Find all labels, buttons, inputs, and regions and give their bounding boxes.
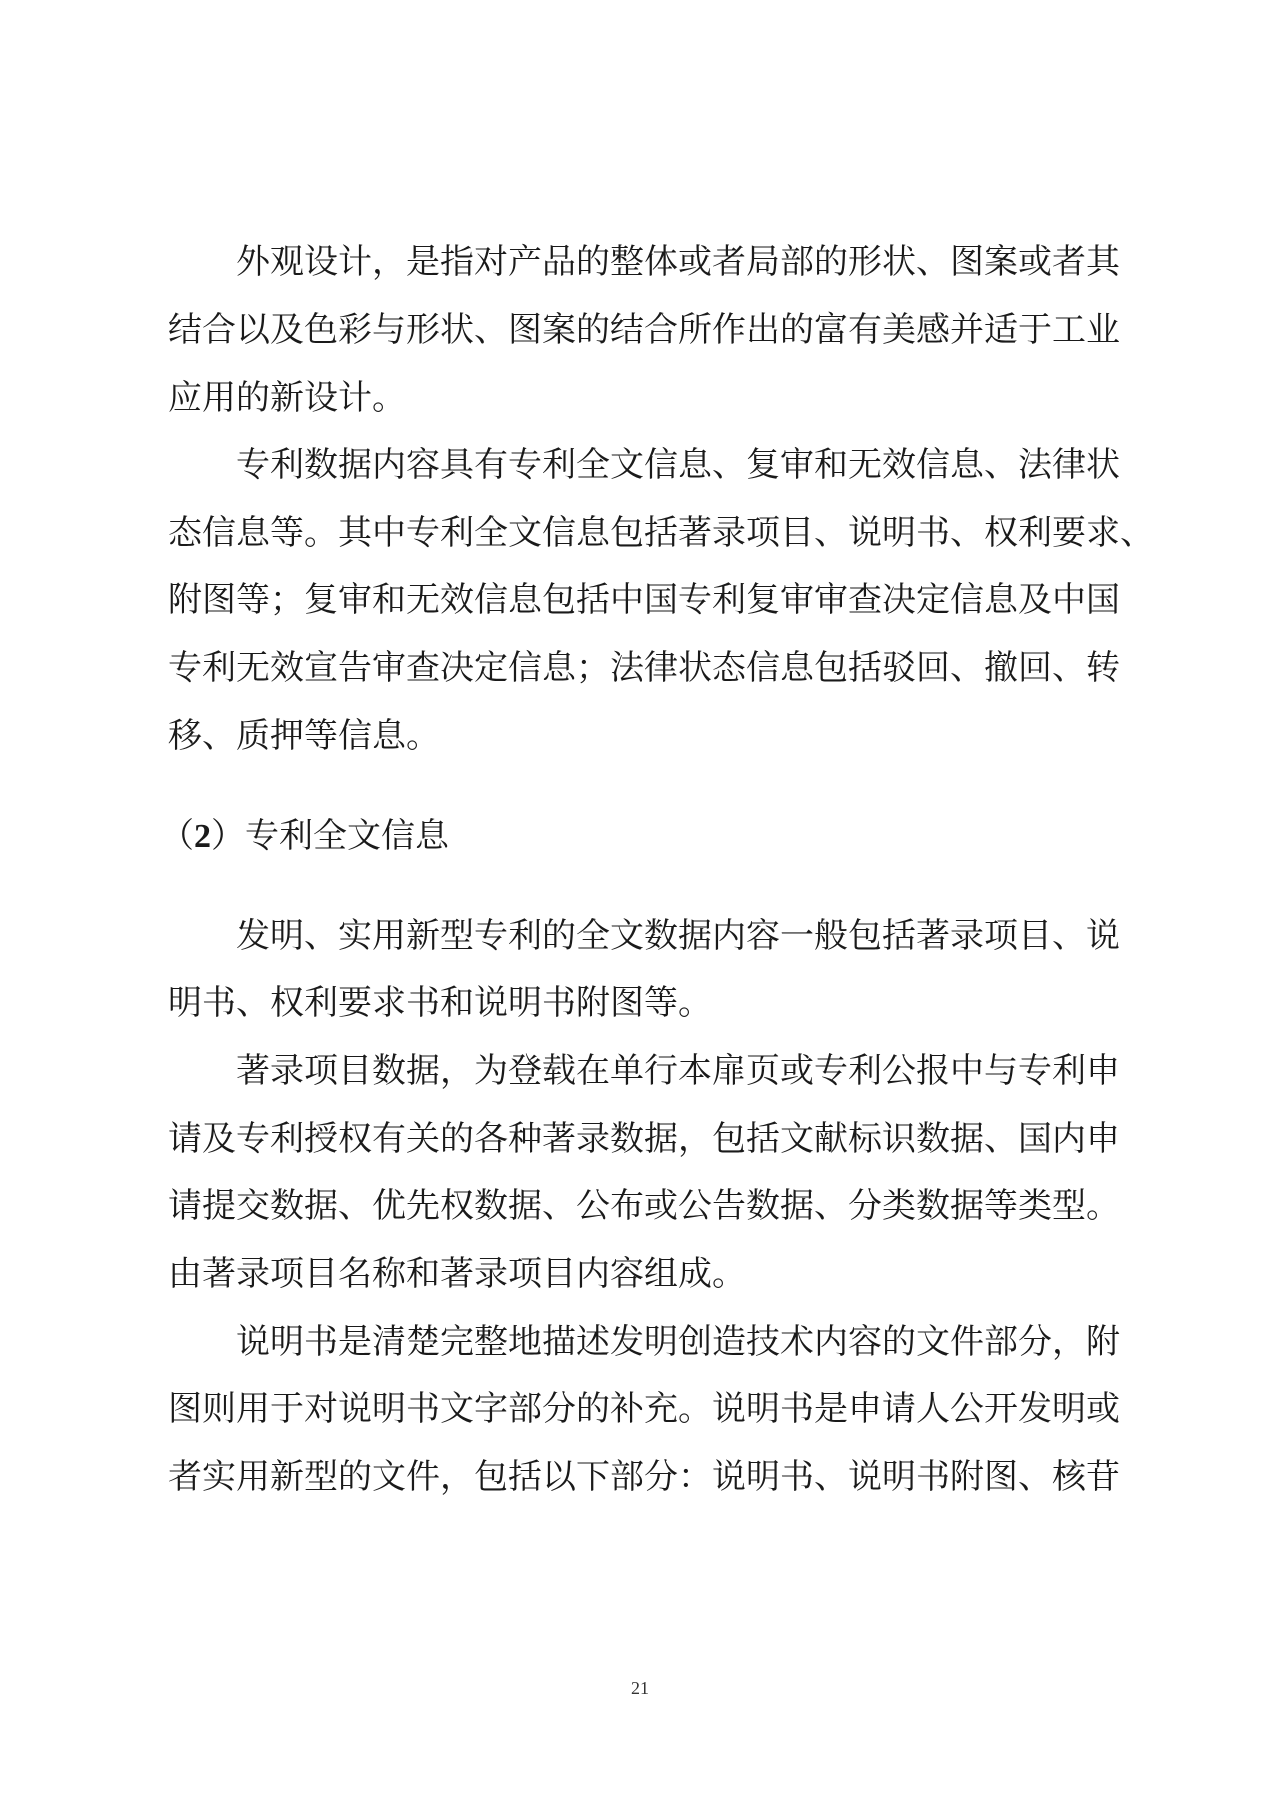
paragraph-3-line-1: 发明、实用新型专利的全文数据内容一般包括著录项目、说: [236, 916, 1120, 956]
paragraph-2-line-2: 态信息等。其中专利全文信息包括著录项目、说明书、权利要求、: [168, 513, 1154, 553]
paragraph-4-line-2: 请及专利授权有关的各种著录数据，包括文献标识数据、国内申: [168, 1119, 1120, 1159]
paragraph-3-line-2: 明书、权利要求书和说明书附图等。: [168, 983, 712, 1023]
section-heading-open-paren: （: [160, 816, 194, 856]
paragraph-1-line-3: 应用的新设计。: [168, 378, 406, 418]
paragraph-2-line-3: 附图等；复审和无效信息包括中国专利复审审查决定信息及中国: [168, 580, 1120, 620]
section-heading-title: 专利全文信息: [245, 816, 449, 856]
section-heading-close-paren: ）: [211, 816, 245, 856]
paragraph-1-line-1: 外观设计，是指对产品的整体或者局部的形状、图案或者其: [236, 242, 1120, 282]
section-heading-number: 2: [194, 818, 211, 855]
paragraph-2-line-5: 移、质押等信息。: [168, 716, 440, 756]
section-heading: [160, 812, 1104, 860]
paragraph-4-line-4: 由著录项目名称和著录项目内容组成。: [168, 1254, 746, 1294]
paragraph-4-line-1: 著录项目数据，为登载在单行本扉页或专利公报中与专利申: [236, 1051, 1120, 1091]
paragraph-5-line-3: 者实用新型的文件，包括以下部分：说明书、说明书附图、核苷: [168, 1457, 1120, 1497]
page-number: 21: [631, 1678, 649, 1698]
paragraph-2-line-1: 专利数据内容具有专利全文信息、复审和无效信息、法律状: [236, 445, 1120, 485]
paragraph-5-line-2: 图则用于对说明书文字部分的补充。说明书是申请人公开发明或: [168, 1389, 1120, 1429]
paragraph-2-line-4: 专利无效宣告审查决定信息；法律状态信息包括驳回、撤回、转: [168, 648, 1120, 688]
paragraph-1-line-2: 结合以及色彩与形状、图案的结合所作出的富有美感并适于工业: [168, 310, 1120, 350]
paragraph-4-line-3: 请提交数据、优先权数据、公布或公告数据、分类数据等类型。: [168, 1186, 1120, 1226]
paragraph-5-line-1: 说明书是清楚完整地描述发明创造技术内容的文件部分，附: [236, 1322, 1120, 1362]
